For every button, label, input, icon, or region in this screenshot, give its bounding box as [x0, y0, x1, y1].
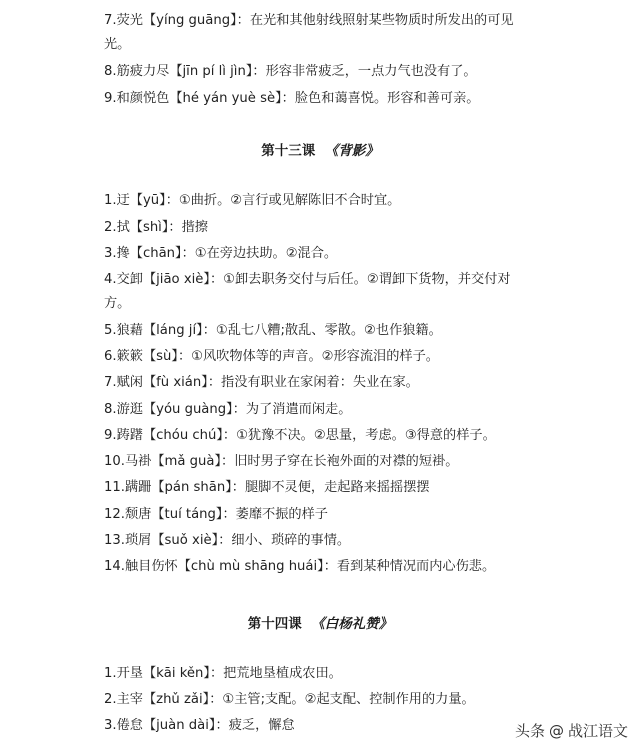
vocab-entry: 6.簌簌【sù】：①风吹物体等的声音。②形容流泪的样子。 [104, 349, 439, 364]
vocab-entry: 9.踌躇【chóu chú】：①犹豫不决。②思量，考虑。③得意的样子。 [104, 428, 496, 443]
vocab-entry: 2.主宰【zhǔ zǎi】：①主管;支配。②起支配、控制作用的力量。 [104, 692, 475, 707]
vocab-entry: 5.狼藉【láng jí】：①乱七八糟;散乱、零散。②也作狼籍。 [104, 323, 442, 338]
vocab-entry: 3.倦怠【juàn dài】：疲乏，懈怠 [104, 718, 295, 733]
vocab-entry: 1.迂【yū】：①曲折。②言行或见解陈旧不合时宜。 [104, 193, 401, 208]
lesson-number: 第十四课 [247, 616, 302, 632]
vocab-entry: 7.荧光【yíng guāng】：在光和其他射线照射某些物质时所发出的可见 [104, 13, 514, 28]
watermark-brand: 头条 [514, 722, 545, 740]
at-icon: @ [548, 721, 564, 740]
lesson-heading [0, 612, 640, 632]
vocab-entry: 13.琐屑【suǒ xiè】：细小、琐碎的事情。 [104, 533, 351, 548]
vocab-entry: 9.和颜悦色【hé yán yuè sè】：脸色和蔼喜悦。形容和善可亲。 [104, 91, 480, 106]
vocab-entry: 11.蹒跚【pán shān】：腿脚不灵便，走起路来摇摇摆摆 [104, 480, 430, 495]
watermark-account: 战江语文 [567, 722, 628, 740]
vocab-entry: 14.触目伤怀【chù mù shāng huái】：看到某种情况而内心伤悲。 [104, 559, 496, 574]
vocab-entry: 1.开垦【kāi kěn】：把荒地垦植成农田。 [104, 666, 342, 681]
lesson-number: 第十三课 [261, 143, 316, 159]
vocab-entry-continuation: 方。 [104, 296, 131, 311]
vocab-entry: 8.游逛【yóu guàng】：为了消遣而闲走。 [104, 402, 352, 417]
lesson-title: 《背影》 [324, 143, 379, 159]
vocab-entry: 10.马褂【mǎ guà】：旧时男子穿在长袍外面的对襟的短褂。 [104, 454, 459, 469]
vocab-entry: 4.交卸【jiāo xiè】：①卸去职务交付与后任。②谓卸下货物，并交付对 [104, 272, 511, 287]
vocab-entry-continuation: 光。 [104, 37, 131, 52]
vocab-entry: 2.拭【shì】：揩擦 [104, 220, 208, 235]
vocab-entry: 8.筋疲力尽【jīn pí lì jìn】：形容非常疲乏，一点力气也没有了。 [104, 64, 477, 79]
vocab-entry: 7.赋闲【fù xián】：指没有职业在家闲着：失业在家。 [104, 375, 419, 390]
lesson-title: 《白杨礼赞》 [311, 616, 393, 632]
vocab-entry: 12.颓唐【tuí táng】：萎靡不振的样子 [104, 507, 328, 522]
lesson-heading [0, 139, 640, 159]
vocab-entry: 3.搀【chān】：①在旁边扶助。②混合。 [104, 246, 338, 261]
watermark [515, 720, 628, 741]
